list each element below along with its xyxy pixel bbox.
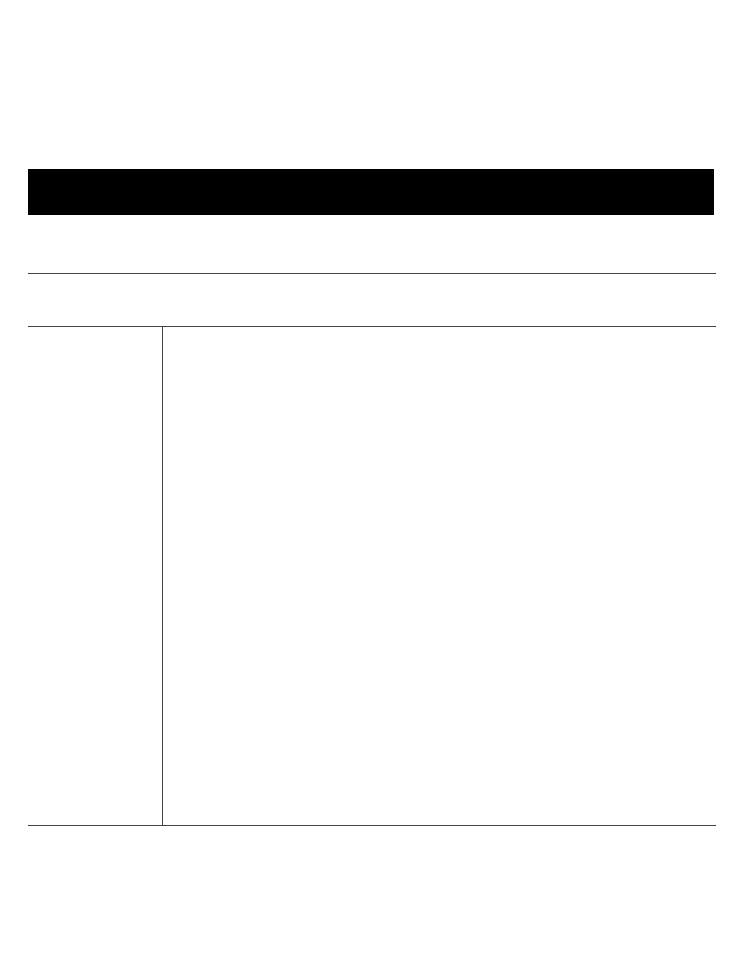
barcode-icon [454,864,708,890]
column-divider [162,326,163,826]
table-top-divider [28,273,716,274]
info-bar [28,169,714,215]
table-bottom-divider [28,825,716,826]
header-divider [28,326,716,327]
